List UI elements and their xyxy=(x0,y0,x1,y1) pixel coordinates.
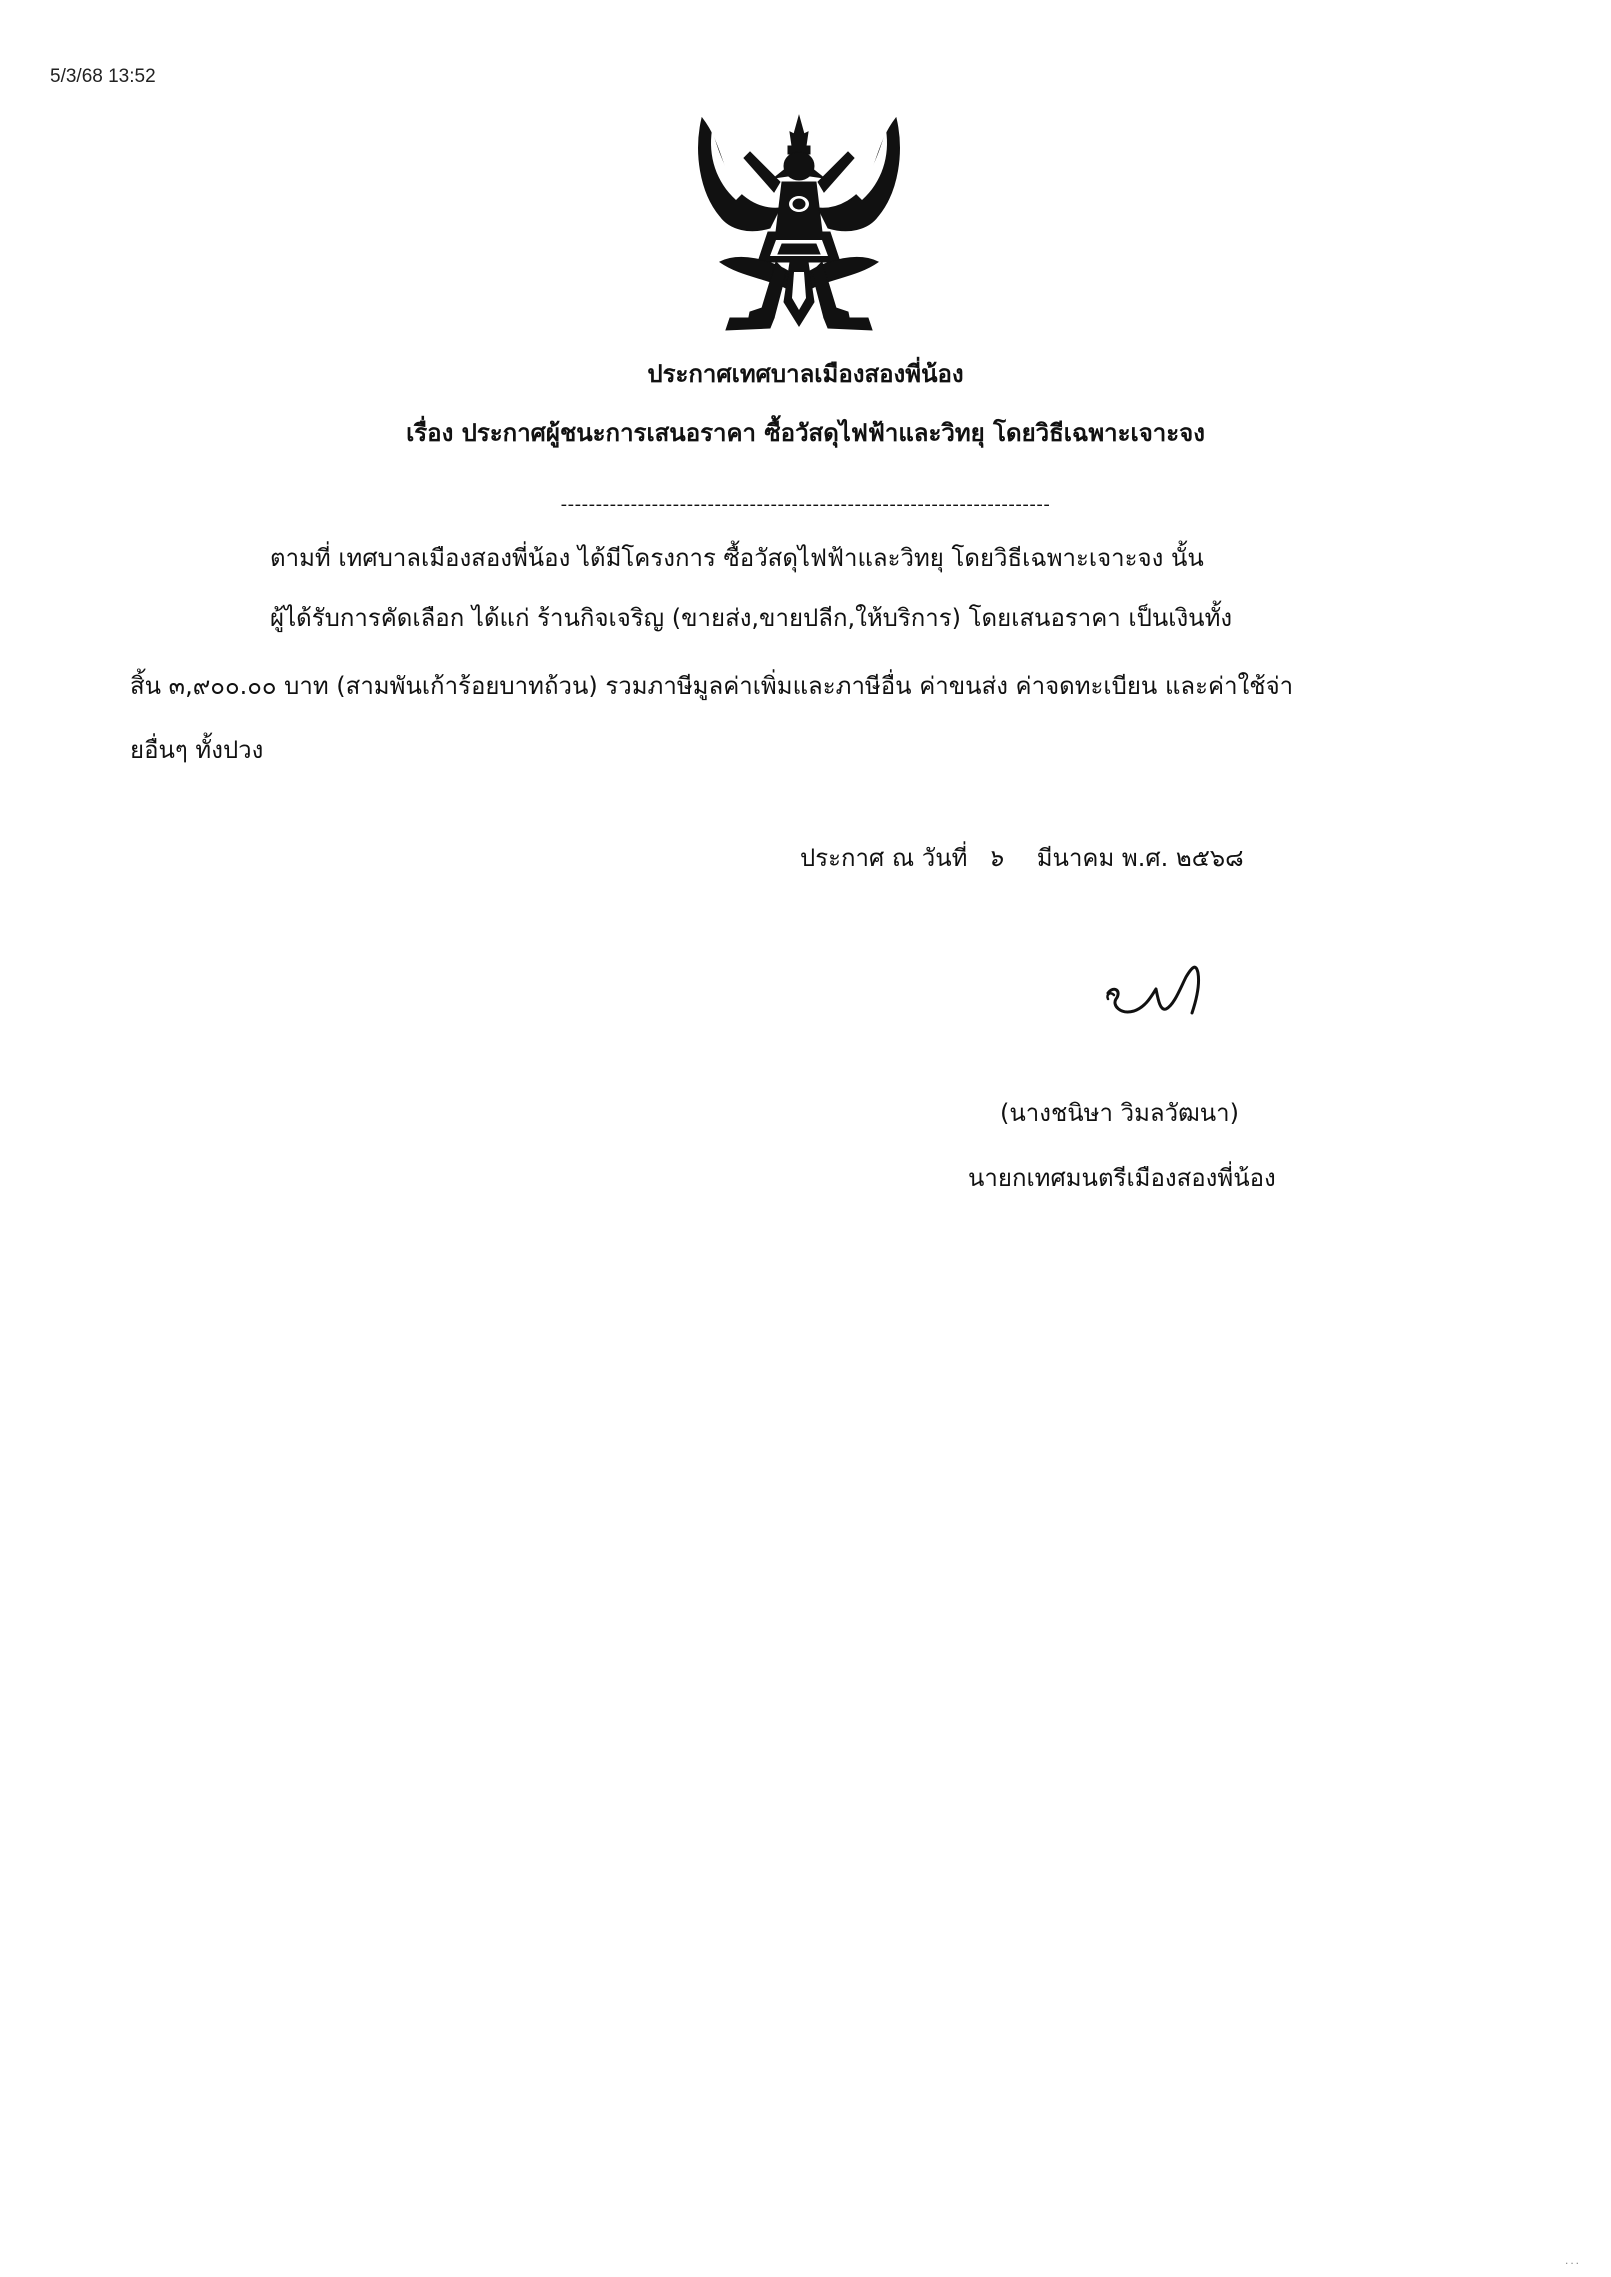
print-timestamp: 5/3/68 13:52 xyxy=(50,66,156,87)
document-subject: เรื่อง ประกาศผู้ชนะการเสนอราคา ซื้อวัสดุไฟฟ้าและวิทยุ โดยวิธีเฉพาะเจาะจง xyxy=(406,419,1205,447)
corner-mark: ... xyxy=(1564,2253,1581,2267)
announcement-month-year: มีนาคม พ.ศ. ๒๕๖๘ xyxy=(1036,844,1244,872)
garuda-emblem-icon xyxy=(690,112,908,340)
announcement-prefix: ประกาศ ณ วันที่ xyxy=(800,844,968,872)
body-paragraph-line-1: ตามที่ เทศบาลเมืองสองพี่น้อง ได้มีโครงการ ซื้อวัสดุไฟฟ้าและวิทยุ โดยวิธีเฉพาะเจาะจง นั้น xyxy=(270,544,1204,572)
announcement-day: ๖ xyxy=(987,844,1003,872)
announcement-date xyxy=(800,840,1244,876)
signer-position: นายกเทศมนตรีเมืองสองพี่น้อง xyxy=(968,1164,1276,1192)
title-divider: ---------------------------------------------------------------------- xyxy=(560,494,1051,515)
body-paragraph-line-2: ผู้ได้รับการคัดเลือก ได้แก่ ร้านกิจเจริญ (ขายส่ง,ขายปลีก,ให้บริการ) โดยเสนอราคา เป็นเงินทั้ง xyxy=(270,604,1233,632)
document-title: ประกาศเทศบาลเมืองสองพี่น้อง xyxy=(647,360,964,388)
signer-name: (นางชนิษา วิมลวัฒนา) xyxy=(1000,1099,1239,1127)
handwritten-signature xyxy=(1100,955,1220,1035)
body-paragraph-line-4: ยอื่นๆ ทั้งปวง xyxy=(130,736,264,764)
body-paragraph-line-3: สิ้น ๓,๙๐๐.๐๐ บาท (สามพันเก้าร้อยบาทถ้วน) รวมภาษีมูลค่าเพิ่มและภาษีอื่น ค่าขนส่ง ค่าจดทะเบียน และค่าใช้จ่า xyxy=(130,672,1294,700)
